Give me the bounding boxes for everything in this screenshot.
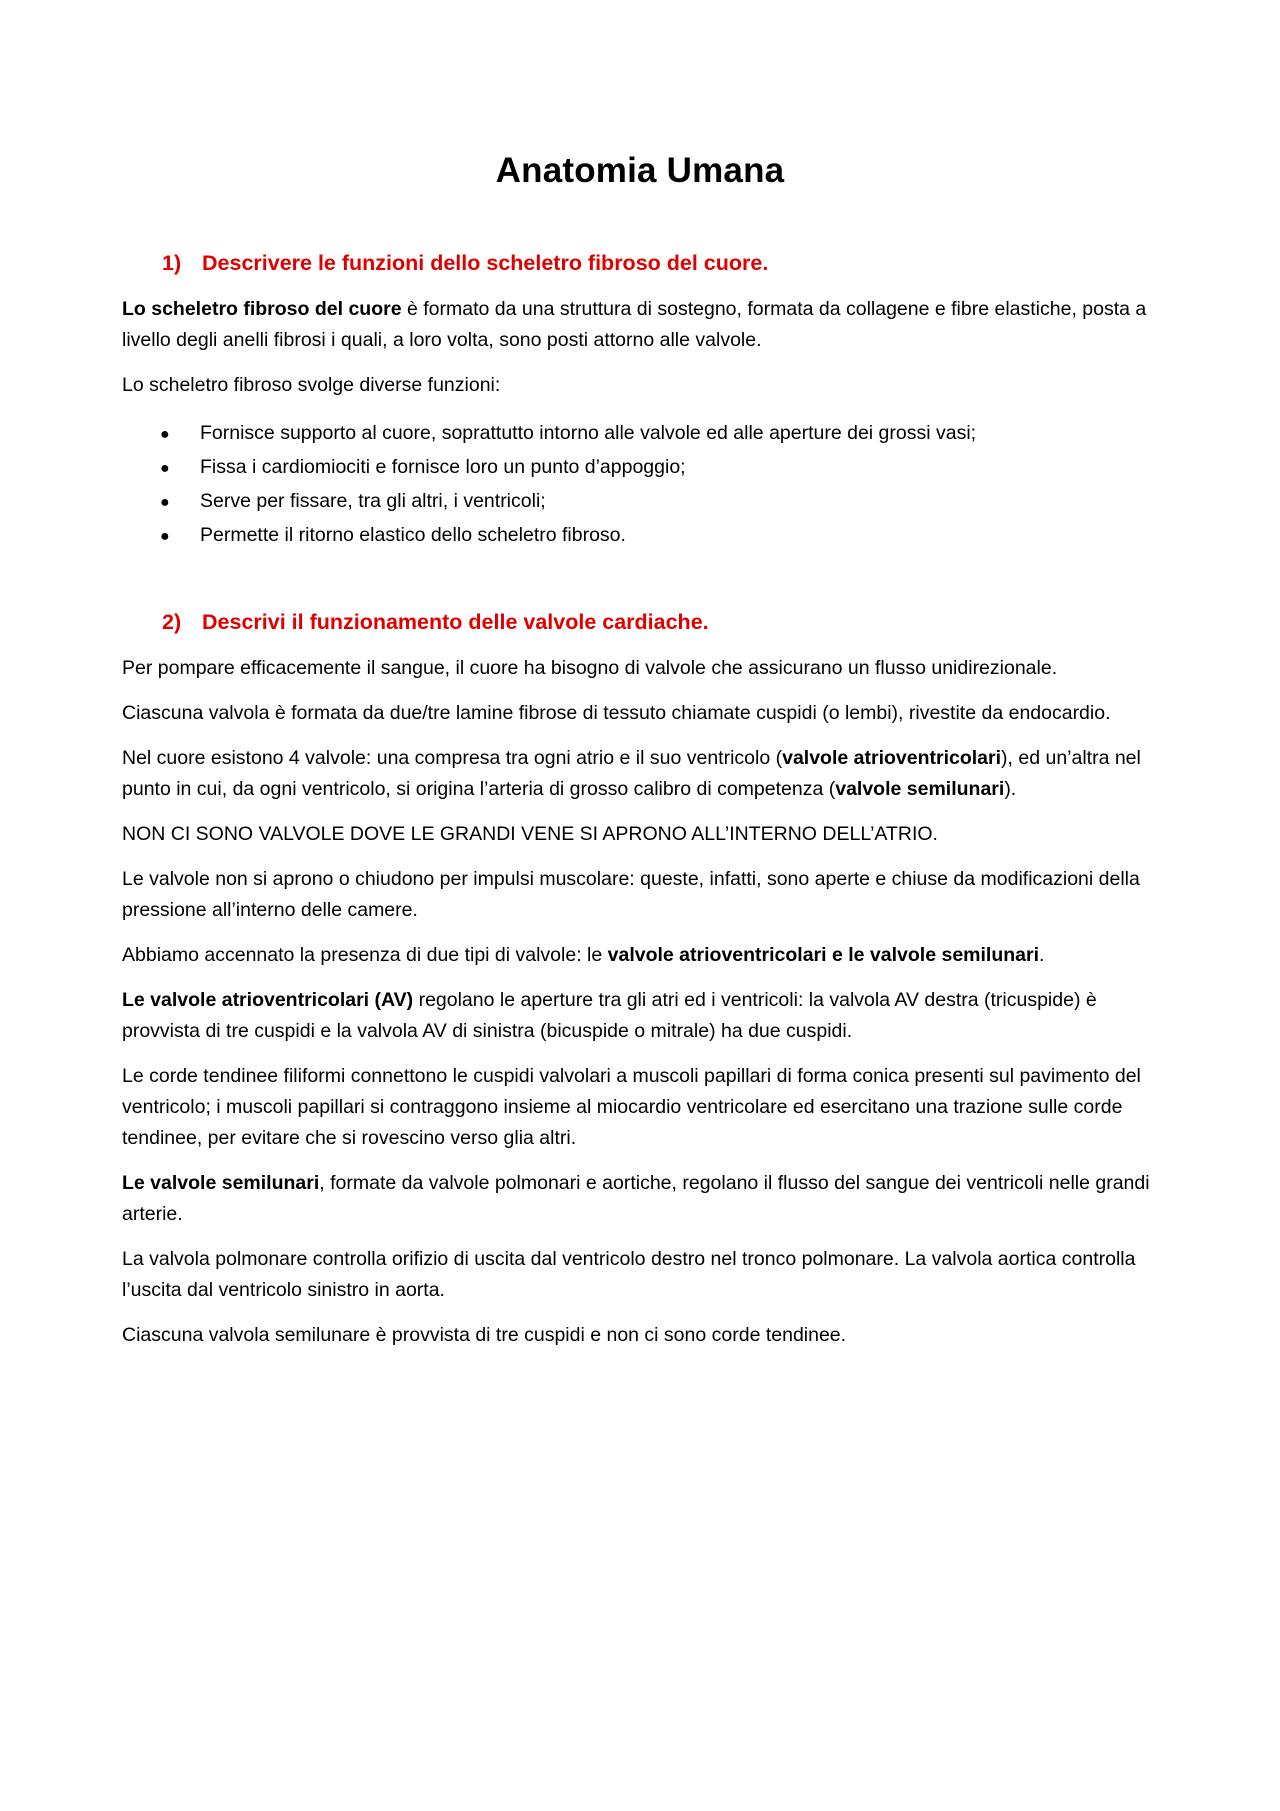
paragraph-text: ).: [1004, 777, 1017, 800]
section-2-paragraph-1: Per pompare efficacemente il sangue, il cuore ha bisogno di valvole che assicurano un flusso unidirezionale.: [122, 656, 1058, 679]
bold-term: Lo scheletro fibroso del cuore: [122, 297, 402, 320]
bold-term: Le valvole semilunari: [122, 1171, 320, 1194]
paragraph-text: , formate da valvole polmonari e aortiche, regolano il flusso del sangue dei ventricoli nelle grandi arterie.: [122, 1171, 1150, 1225]
section-2-paragraph-11: Ciascuna valvola semilunare è provvista di tre cuspidi e non ci sono corde tendinee.: [122, 1323, 847, 1346]
bullet-icon: ●: [160, 527, 170, 545]
list-item: [122, 417, 1158, 451]
question-1-number: 1): [162, 251, 182, 275]
functions-bullet-list: [122, 417, 1158, 553]
document-title: Anatomia Umana: [495, 151, 785, 190]
question-1-text: Descrivere le funzioni dello scheletro fibroso del cuore.: [202, 251, 769, 275]
paragraph-text: ), ed un’altra nel punto in cui, da ogni ventricolo, si origina l’arteria di grosso calibro di competenza (: [122, 746, 1141, 800]
section-2: [122, 609, 1158, 1351]
bold-term: Le valvole atrioventricolari (AV): [122, 988, 414, 1011]
section-2-paragraph-9: [122, 1168, 1158, 1230]
section-2-paragraph-2: Ciascuna valvola è formata da due/tre lamine fibrose di tessuto chiamate cuspidi (o lembi), rivestite da endocardio.: [122, 701, 1111, 724]
question-2-number: 2): [162, 609, 182, 634]
list-item-text: Fissa i cardiomiociti e fornisce loro un punto d’appoggio;: [200, 455, 686, 478]
paragraph-text: Abbiamo accennato la presenza di due tipi di valvole: le: [122, 943, 608, 966]
paragraph-text: Nel cuore esistono 4 valvole: una compresa tra ogni atrio e il suo ventricolo (: [122, 746, 783, 769]
bullet-icon: ●: [160, 459, 170, 477]
bullet-icon: ●: [160, 425, 170, 443]
bold-term: valvole atrioventricolari e le valvole semilunari: [607, 943, 1040, 966]
question-1-heading: [122, 250, 1158, 278]
section-1-paragraph-2: Lo scheletro fibroso svolge diverse funzioni:: [122, 373, 501, 396]
bold-term: valvole atrioventricolari: [782, 746, 1002, 769]
question-2-text: Descrivi il funzionamento delle valvole cardiache.: [202, 609, 709, 634]
list-item: [122, 451, 1158, 485]
section-2-paragraph-6: [122, 940, 1158, 971]
section-2-paragraph-8: Le corde tendinee filiformi connettono le cuspidi valvolari a muscoli papillari di forma conica presenti sul pavimento del ventricolo; i muscoli papillari si contraggono insieme al miocardio ventricolare ed esercitano una trazione sulle corde tendinee, per evitare che si rovescino verso glia altri.: [122, 1064, 1141, 1149]
list-item: [122, 485, 1158, 519]
section-2-paragraph-7: [122, 985, 1158, 1047]
section-1-paragraph-1: [122, 294, 1158, 356]
list-item-text: Permette il ritorno elastico dello scheletro fibroso.: [200, 523, 626, 546]
bold-term: valvole semilunari: [835, 777, 1005, 800]
section-2-paragraph-4: NON CI SONO VALVOLE DOVE LE GRANDI VENE SI APRONO ALL’INTERNO DELL’ATRIO.: [122, 822, 938, 845]
section-2-paragraph-5: Le valvole non si aprono o chiudono per impulsi muscolare: queste, infatti, sono aperte e chiuse da modificazioni della pressione all’interno delle camere.: [122, 867, 1140, 921]
section-2-paragraph-10: La valvola polmonare controlla orifizio di uscita dal ventricolo destro nel tronco polmonare. La valvola aortica controlla l’uscita dal ventricolo sinistro in aorta.: [122, 1247, 1136, 1301]
paragraph-text: .: [1039, 943, 1045, 966]
bullet-icon: ●: [160, 493, 170, 511]
section-1: [122, 250, 1158, 553]
paragraph-text: è formato da una struttura di sostegno, formata da collagene e fibre elastiche, posta a livello degli anelli fibrosi i quali, a loro volta, sono posti attorno alle valvole.: [122, 297, 1147, 351]
paragraph-text: regolano le aperture tra gli atri ed i ventricoli: la valvola AV destra (tricuspide) è provvista di tre cuspidi e la valvola AV di sinistra (bicuspide o mitrale) ha due cuspidi.: [122, 988, 1097, 1042]
section-2-paragraph-3: [122, 743, 1158, 805]
list-item: [122, 519, 1158, 553]
list-item-text: Serve per fissare, tra gli altri, i ventricoli;: [200, 489, 546, 512]
question-2-heading: [122, 609, 1158, 637]
list-item-text: Fornisce supporto al cuore, soprattutto intorno alle valvole ed alle aperture dei grossi vasi;: [200, 421, 977, 444]
